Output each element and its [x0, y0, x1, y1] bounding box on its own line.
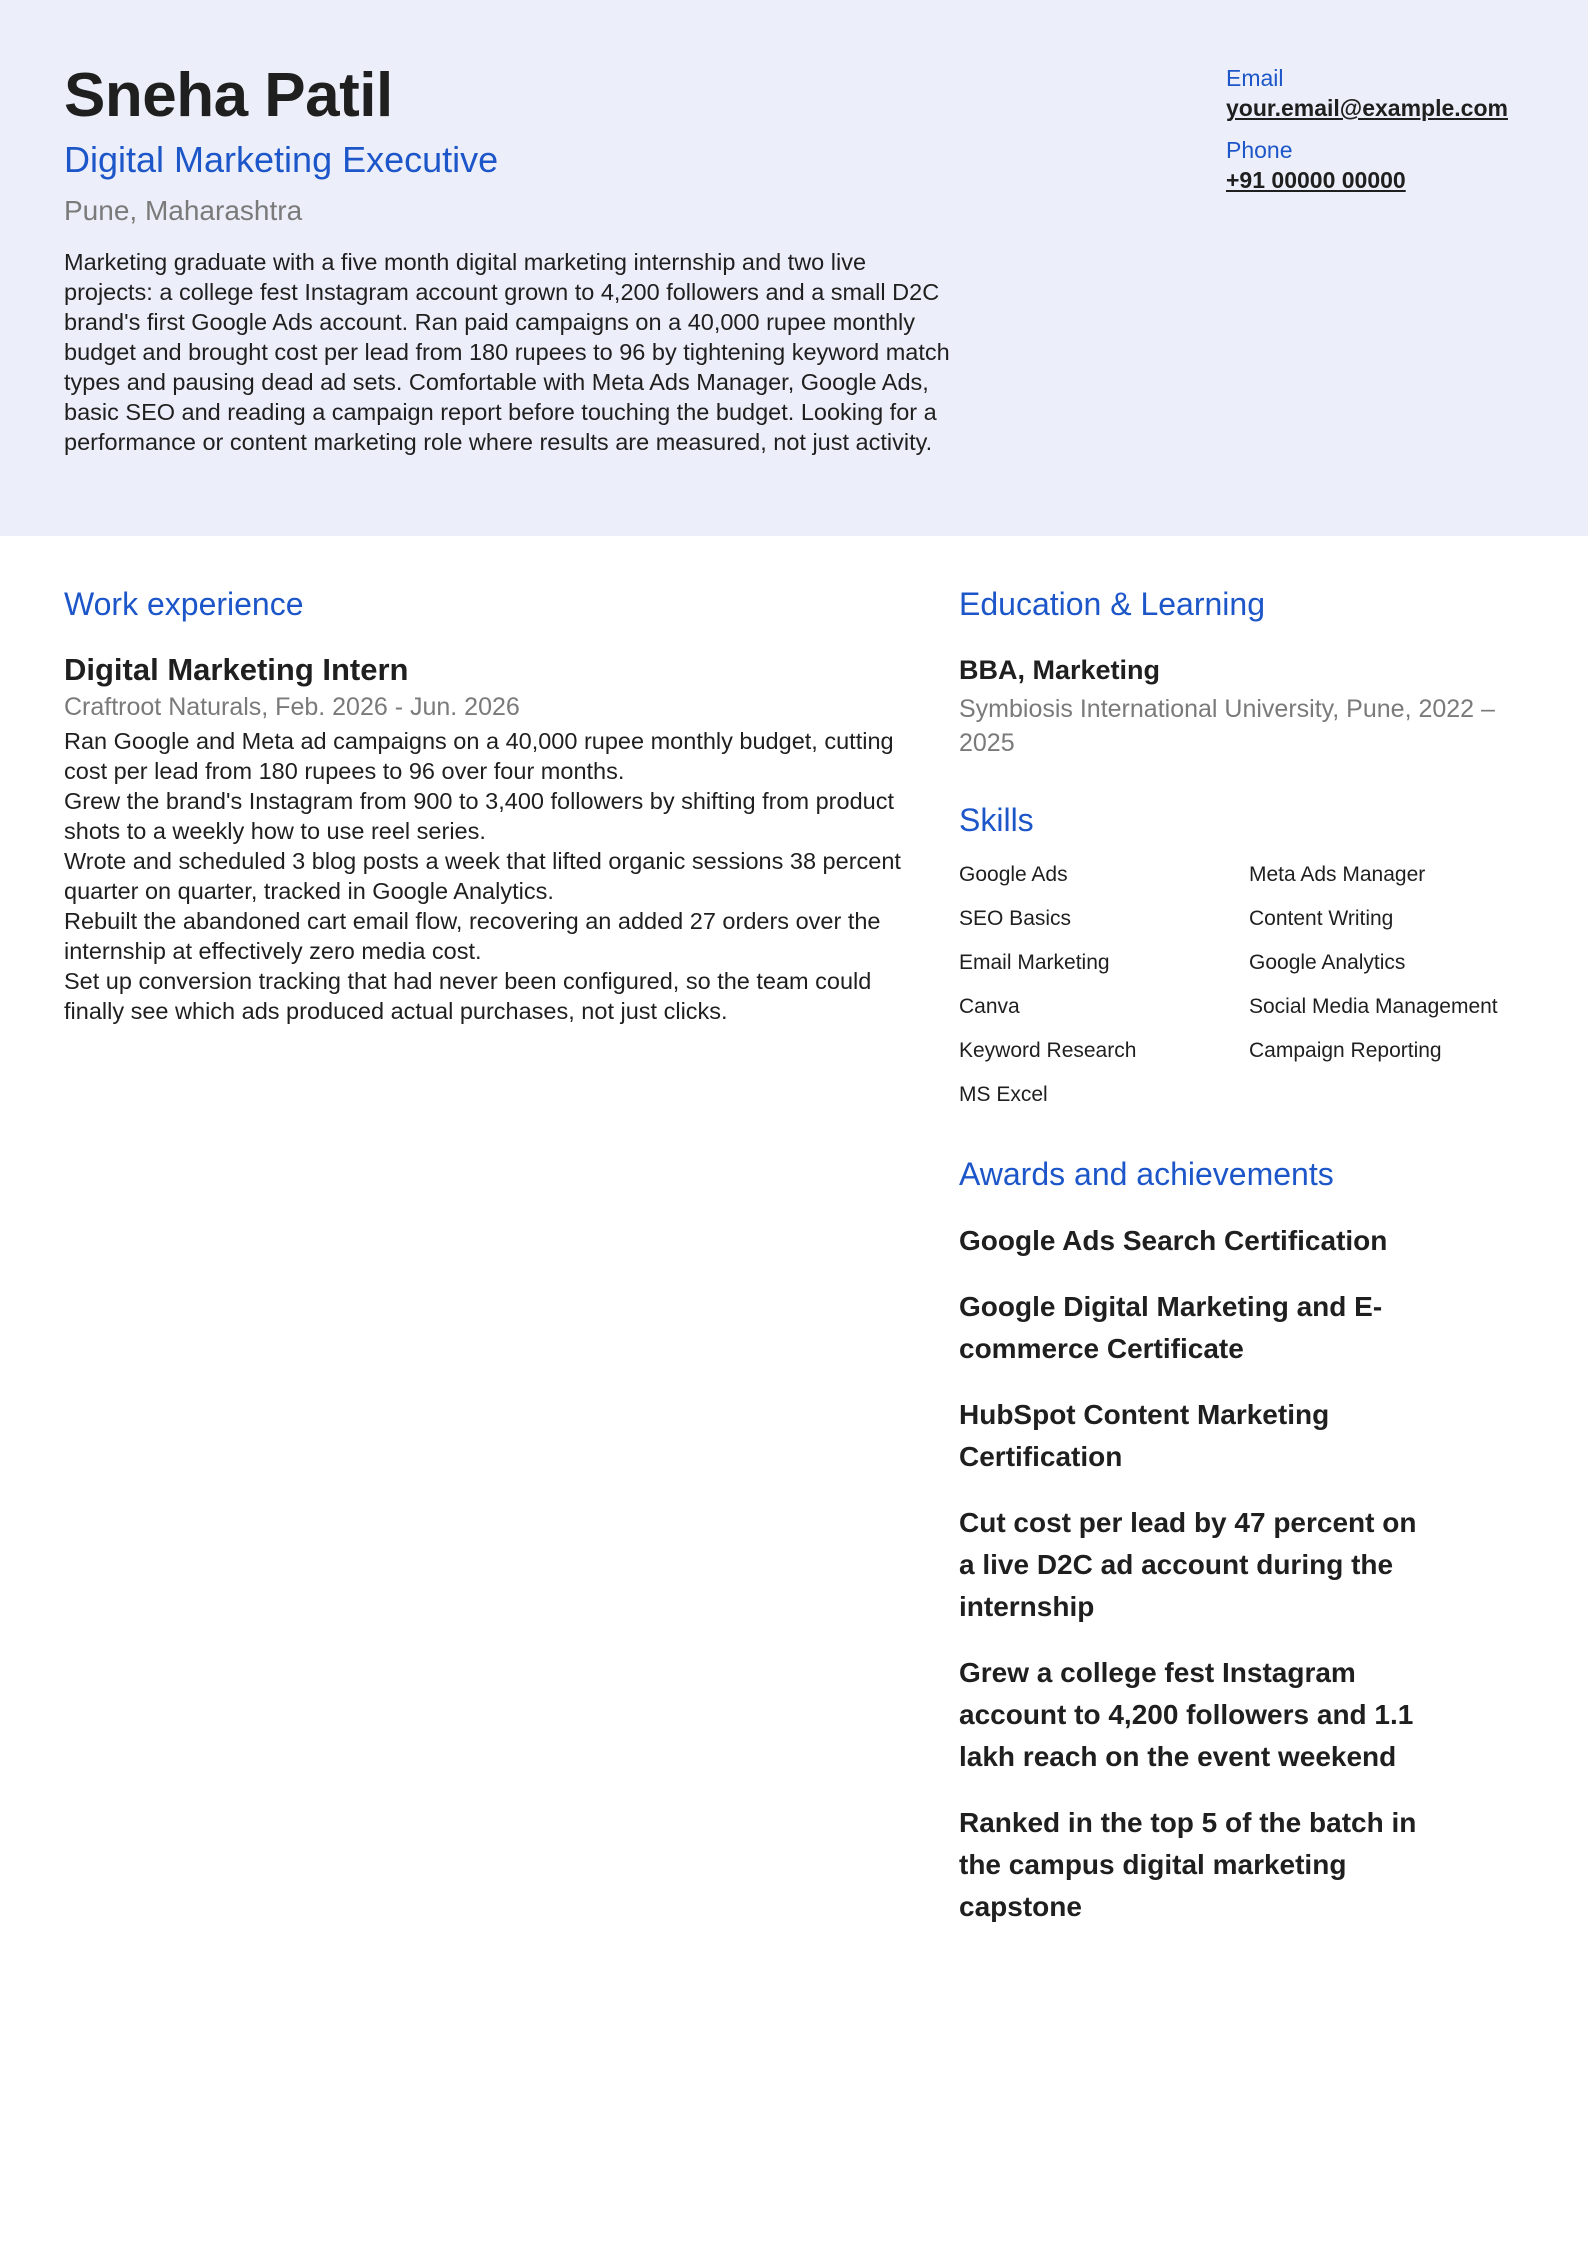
skill-item: Campaign Reporting: [1249, 1039, 1442, 1062]
education-entry: [959, 652, 1539, 760]
skill-item: Google Ads: [959, 863, 1068, 886]
education-heading: Education & Learning: [959, 586, 1265, 622]
contact-email: [1226, 63, 1556, 123]
job-bullet: Set up conversion tracking that had never been configured, so the team could finally see which ads produced actual purchases, not just clicks.: [64, 968, 872, 1024]
awards-list: [959, 1220, 1429, 1952]
contact-phone: [1226, 135, 1556, 195]
candidate-name: Sneha Patil: [64, 61, 393, 130]
award-item: Google Ads Search Certification: [959, 1225, 1388, 1256]
phone-link[interactable]: +91 00000 00000: [1226, 167, 1406, 193]
award-item: Grew a college fest Instagram account to 4,200 followers and 1.1 lakh reach on the event weekend: [959, 1657, 1414, 1772]
skill-item: SEO Basics: [959, 907, 1072, 930]
skill-item: Content Writing: [1249, 907, 1394, 930]
award-item: Cut cost per lead by 47 percent on a live D2C ad account during the internship: [959, 1507, 1417, 1622]
email-link[interactable]: your.email@example.com: [1226, 95, 1508, 121]
skill-item: Email Marketing: [959, 951, 1110, 974]
award-item: Google Digital Marketing and E-commerce Certificate: [959, 1291, 1383, 1364]
job-bullet: Grew the brand's Instagram from 900 to 3,400 followers by shifting from product shots to a weekly how to use reel series.: [64, 788, 894, 844]
skill-item: Meta Ads Manager: [1249, 863, 1426, 886]
resume-header: [0, 0, 1588, 536]
skill-item: MS Excel: [959, 1083, 1048, 1106]
job-entry: [64, 650, 924, 1026]
skill-item: Keyword Research: [959, 1039, 1137, 1062]
skills-list: [959, 862, 1559, 1108]
education-degree: BBA, Marketing: [959, 655, 1161, 685]
job-bullet: Ran Google and Meta ad campaigns on a 40,000 rupee monthly budget, cutting cost per lead from 180 rupees to 96 over four months.: [64, 728, 894, 784]
email-label: Email: [1226, 65, 1284, 91]
job-bullet: Wrote and scheduled 3 blog posts a week that lifted organic sessions 38 percent quarter on quarter, tracked in Google Analytics.: [64, 848, 901, 904]
candidate-headline: Digital Marketing Executive: [64, 139, 499, 180]
job-company-dates: Craftroot Naturals, Feb. 2026 - Jun. 2026: [64, 693, 520, 721]
skills-heading: Skills: [959, 802, 1034, 838]
award-item: Ranked in the top 5 of the batch in the campus digital marketing capstone: [959, 1807, 1417, 1922]
skill-item: Social Media Management: [1249, 995, 1498, 1018]
profile-summary: Marketing graduate with a five month digital marketing internship and two live projects: a college fest Instagram account grown to 4,200 followers and a small D2C brand's first Google Ads account. Ran paid campaigns on a 40,000 rupee monthly budget and brought cost per lead from 180 rupees to 96 by tightening keyword match types and pausing dead ad sets. Comfortable with Meta Ads Manager, Google Ads, basic SEO and reading a campaign report before touching the budget. Looking for a performance or content marketing role where results are measured, not just activity.: [64, 249, 950, 455]
work-experience-heading: Work experience: [64, 586, 304, 622]
award-item: HubSpot Content Marketing Certification: [959, 1399, 1330, 1472]
education-school: Symbiosis International University, Pune, 2022 – 2025: [959, 695, 1495, 757]
skill-item: Canva: [959, 995, 1020, 1018]
candidate-location: Pune, Maharashtra: [64, 195, 303, 226]
skill-item: Google Analytics: [1249, 951, 1406, 974]
phone-label: Phone: [1226, 137, 1293, 163]
awards-heading: Awards and achievements: [959, 1156, 1334, 1192]
job-bullet: Rebuilt the abandoned cart email flow, recovering an added 27 orders over the internship at effectively zero media cost.: [64, 908, 881, 964]
job-bullet-list: [64, 726, 924, 1026]
job-title: Digital Marketing Intern: [64, 652, 409, 687]
